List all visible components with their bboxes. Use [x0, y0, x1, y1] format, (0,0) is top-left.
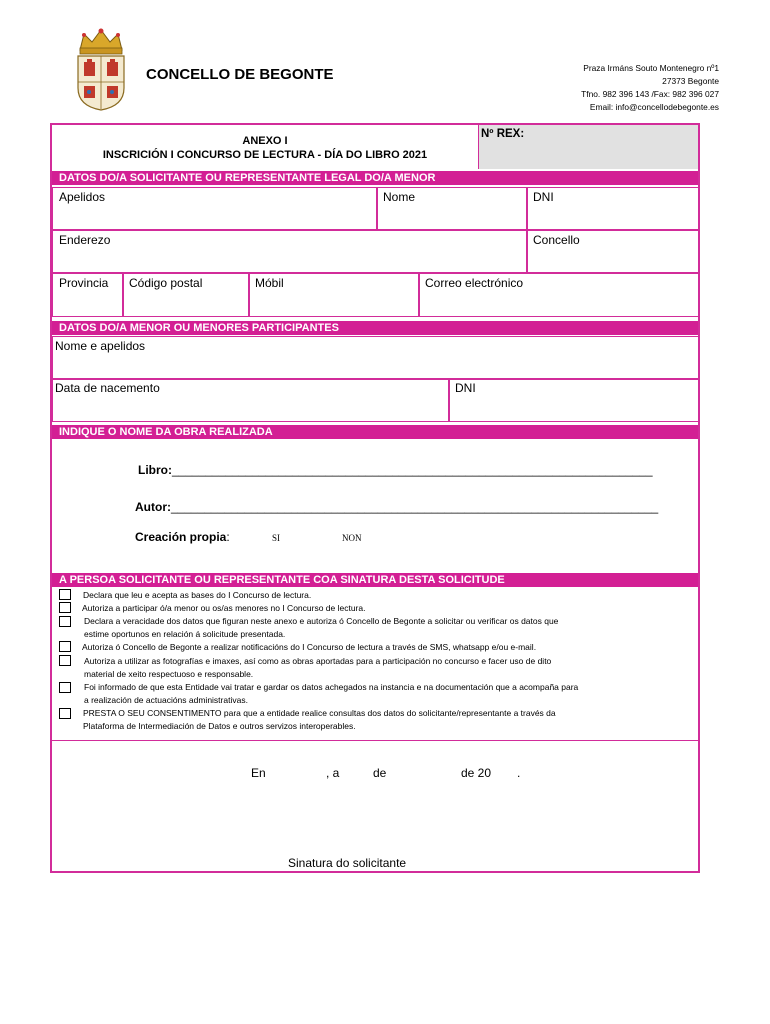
- organization-name: CONCELLO DE BEGONTE: [146, 66, 334, 83]
- annex-label: ANEXO I: [242, 135, 288, 147]
- declaration-text: material de xeito respectuoso e responsable.: [84, 669, 254, 679]
- form-title: [52, 125, 479, 169]
- declaration-item: [59, 641, 699, 654]
- declarations-list: [52, 587, 698, 741]
- address-line: Email: info@concellodebegonte.es: [589, 102, 719, 112]
- address-line: Praza Irmáns Souto Montenegro nº1: [583, 63, 719, 73]
- email-field[interactable]: [418, 273, 700, 317]
- month-separator: de: [373, 766, 387, 780]
- birth-date-label: Data de nacemento: [55, 381, 160, 395]
- signature-label: Sinatura do solicitante: [288, 856, 407, 870]
- postal-code-label: Código postal: [129, 276, 203, 290]
- author-line[interactable]: [135, 500, 658, 514]
- book-title-line[interactable]: [138, 463, 653, 477]
- birth-date-field[interactable]: [52, 378, 450, 422]
- option-yes[interactable]: SI: [272, 533, 281, 543]
- declaration-item: [59, 655, 699, 681]
- declaration-item: [59, 681, 699, 707]
- date-end-dot: .: [517, 766, 521, 780]
- declaration-text: Declara que leu e acepta as bases do I Concurso de lectura.: [83, 590, 312, 600]
- application-form: [50, 123, 700, 873]
- declaration-text: Autoriza a participar ó/a menor ou os/as menores no I Concurso de lectura.: [82, 603, 366, 613]
- first-name-label: Nome: [383, 190, 416, 204]
- address-label: Enderezo: [59, 233, 111, 247]
- place-label: En: [251, 766, 266, 780]
- book-underline[interactable]: ________________________________________________________________________: [172, 463, 653, 477]
- dni-label: DNI: [533, 190, 554, 204]
- section-heading-work: INDIQUE O NOME DA OBRA REALIZADA: [52, 425, 698, 439]
- declaration-checkbox[interactable]: [59, 589, 71, 600]
- minor-dni-field[interactable]: [448, 378, 700, 422]
- declaration-text: Declara a veracidade dos datos que figuran neste anexo e autoriza ó Concello de Begonte a solicitar ou verificar os datos que: [84, 616, 559, 626]
- day-separator: , a: [326, 766, 340, 780]
- declaration-checkbox[interactable]: [59, 616, 71, 627]
- coat-of-arms-logo: [72, 26, 130, 112]
- municipality-label: Concello: [533, 233, 580, 247]
- surname-field[interactable]: [52, 187, 378, 230]
- declaration-item: [59, 589, 699, 602]
- municipality-field[interactable]: [526, 230, 700, 273]
- minor-dni-label: DNI: [455, 381, 476, 395]
- minor-name-field[interactable]: [52, 336, 700, 380]
- declaration-text: Autoriza a utilizar as fotografías e imaxes, así como as obras aportadas para a participación no concurso e facer uso de dito: [84, 656, 552, 666]
- registry-number-label: Nº REX:: [481, 128, 525, 140]
- declaration-text: PRESTA O SEU CONSENTIMENTO para que a entidade realice consultas dos datos do solicitante/representante a través da: [83, 708, 556, 718]
- declaration-text: a realización de actuacións administrativas.: [84, 695, 248, 705]
- section-heading-minors: DATOS DO/A MENOR OU MENORES PARTICIPANTES: [52, 321, 698, 335]
- own-creation-colon: :: [226, 530, 230, 544]
- declaration-checkbox[interactable]: [59, 708, 71, 719]
- email-label: Correo electrónico: [425, 276, 524, 290]
- section-heading-declarations: A PERSOA SOLICITANTE OU REPRESENTANTE COA SINATURA DESTA SOLICITUDE: [52, 573, 698, 587]
- section-heading-applicant: DATOS DO/A SOLICITANTE OU REPRESENTANTE LEGAL DO/A MENOR: [52, 171, 698, 185]
- declaration-text: estime oportunos en relación á solicitude presentada.: [84, 629, 286, 639]
- option-no[interactable]: NON: [342, 533, 362, 543]
- declaration-checkbox[interactable]: [59, 682, 71, 693]
- book-label: Libro:: [138, 463, 172, 477]
- province-label: Provincia: [59, 276, 109, 290]
- dni-field[interactable]: [526, 187, 700, 230]
- province-field[interactable]: [52, 273, 124, 317]
- declaration-item: [59, 615, 699, 641]
- form-subtitle: INSCRICIÓN I CONCURSO DE LECTURA - DÍA DO LIBRO 2021: [102, 149, 428, 161]
- mobile-field[interactable]: [248, 273, 420, 317]
- declaration-item: [59, 602, 699, 615]
- organization-address: [581, 62, 719, 114]
- declaration-item: [59, 707, 699, 733]
- registry-number-box: [479, 125, 698, 169]
- minor-name-label: Nome e apelidos: [55, 339, 146, 353]
- year-prefix: de 20: [461, 766, 492, 780]
- address-line: 27373 Begonte: [662, 76, 719, 86]
- author-underline[interactable]: _________________________________________________________________________: [171, 500, 659, 514]
- declaration-checkbox[interactable]: [59, 641, 71, 652]
- author-label: Autor:: [135, 500, 171, 514]
- postal-code-field[interactable]: [122, 273, 250, 317]
- declaration-text: Plataforma de Intermediación de Datos e outros servizos interoperables.: [83, 721, 356, 731]
- declaration-text: Autoriza ó Concello de Begonte a realizar notificacións do I Concurso de lectura a través de SMS, whatsapp e/ou e-mail.: [82, 642, 537, 652]
- first-name-field[interactable]: [376, 187, 528, 230]
- surname-label: Apelidos: [59, 190, 106, 204]
- declaration-checkbox[interactable]: [59, 655, 71, 666]
- own-creation-line: [135, 530, 230, 544]
- declaration-checkbox[interactable]: [59, 602, 71, 613]
- mobile-label: Móbil: [255, 276, 284, 290]
- own-creation-label: Creación propia: [135, 530, 227, 544]
- declaration-text: Foi informado de que esta Entidade vai tratar e gardar os datos achegados na instancia e na documentación que a acompaña para: [84, 682, 579, 692]
- address-line: Tfno. 982 396 143 /Fax: 982 396 027: [581, 89, 719, 99]
- address-field[interactable]: [52, 230, 528, 273]
